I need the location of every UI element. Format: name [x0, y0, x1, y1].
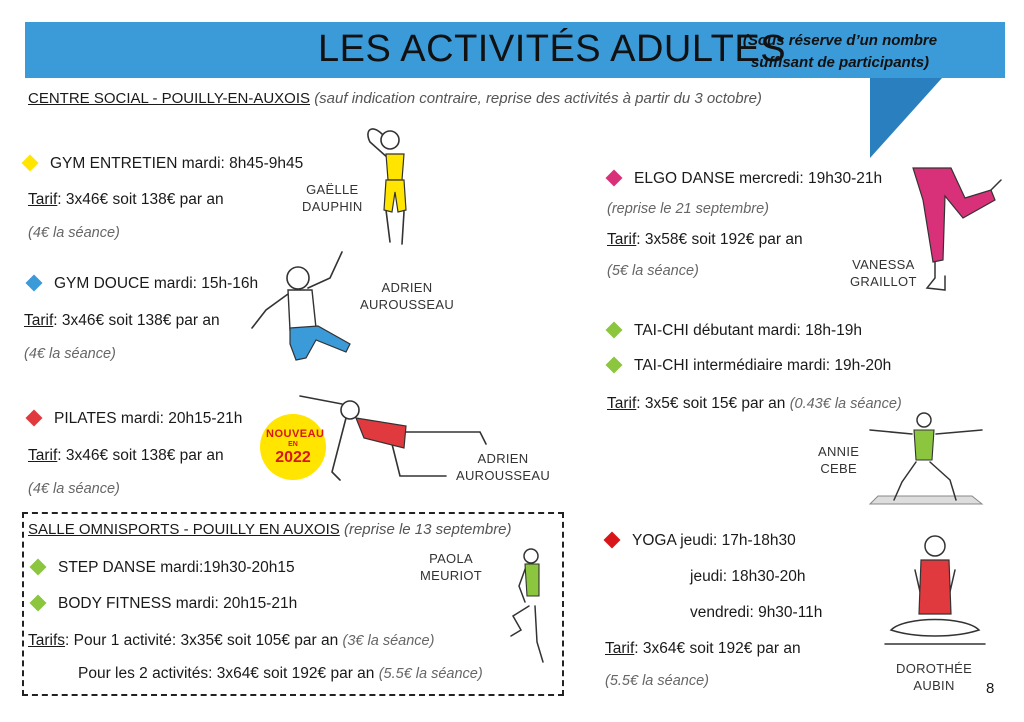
centre-social-name: CENTRE SOCIAL - POUILLY-EN-AUXOIS — [28, 90, 311, 107]
step-woman-illustration — [505, 546, 551, 666]
yoga-line3: vendredi: 9h30-11h — [690, 604, 823, 621]
instructor-line1: GAËLLE — [306, 182, 359, 197]
elgo-tarif — [607, 231, 803, 249]
taichi-intermediaire-item — [608, 357, 891, 375]
step-danse-item — [32, 559, 295, 577]
elgo-danse-text: ELGO DANSE mercredi: 19h30-21h — [634, 170, 883, 187]
green-diamond-icon — [30, 558, 47, 575]
gym-entretien-text: GYM ENTRETIEN mardi: 8h45-9h45 — [50, 155, 304, 172]
tarif-seance: (0.43€ la séance) — [789, 396, 902, 412]
instructor-gaelle-dauphin — [302, 181, 363, 215]
yoga-tarif — [605, 640, 801, 658]
red-diamond-icon — [26, 409, 43, 426]
banner-ribbon-tail — [870, 78, 942, 158]
gym-douce-item — [28, 275, 258, 293]
tarif-label: Tarif — [607, 231, 637, 248]
tarif-value: : 3x46€ soit 138€ par an — [57, 447, 224, 464]
reserve-note-line1: (Sous réserve d’un nombre — [742, 32, 938, 49]
jumping-man-illustration — [250, 248, 360, 373]
gym-douce-text: GYM DOUCE mardi: 15h-16h — [54, 275, 259, 292]
tarif-label: Tarif — [24, 312, 54, 329]
tarif-label: Tarif — [605, 640, 635, 657]
pilates-tarif — [28, 447, 224, 465]
omnisports-tarif-1 — [28, 632, 434, 650]
blue-diamond-icon — [26, 274, 43, 291]
omnisports-tarif-2 — [78, 665, 483, 683]
tarif-seance: (5.5€ la séance) — [378, 666, 483, 682]
instructor-line2: DAUPHIN — [302, 199, 363, 214]
instructor-line2: MEURIOT — [420, 568, 483, 583]
page-number: 8 — [986, 680, 995, 697]
stretching-woman-illustration — [360, 120, 430, 250]
instructor-paola-meuriot — [420, 550, 482, 584]
tarif-value: Pour les 2 activités: 3x64€ soit 192€ par an — [78, 665, 375, 682]
tarif-value: : Pour 1 activité: 3x35€ soit 105€ par an — [65, 632, 339, 649]
tarif-value: : 3x64€ soit 192€ par an — [634, 640, 801, 657]
dancer-legs-illustration — [905, 160, 1000, 295]
page-title: LES ACTIVITÉS ADULTES — [318, 28, 787, 70]
gym-douce-seance: (4€ la séance) — [24, 346, 116, 362]
pilates-item — [28, 410, 242, 428]
yellow-diamond-icon — [22, 154, 39, 171]
taichi-debutant-text: TAI-CHI débutant mardi: 18h-19h — [634, 322, 863, 339]
salle-omnisports-heading — [28, 521, 512, 538]
gym-entretien-item — [24, 155, 303, 173]
tarif-value: : 3x46€ soit 138€ par an — [57, 191, 224, 208]
gym-entretien-tarif — [28, 191, 224, 209]
badge-line3: 2022 — [275, 449, 311, 466]
yoga-text: YOGA jeudi: 17h-18h30 — [632, 532, 796, 549]
instructor-annie-cebe — [818, 443, 859, 477]
pilates-text: PILATES mardi: 20h15-21h — [54, 410, 243, 427]
instructor-line1: ADRIEN — [477, 451, 529, 466]
tarif-label: Tarif — [607, 395, 637, 412]
yoga-item — [606, 532, 796, 550]
salle-omnisports-note: (reprise le 13 septembre) — [343, 521, 512, 538]
gym-douce-tarif — [24, 312, 220, 330]
tarif-value: : 3x58€ soit 192€ par an — [636, 231, 803, 248]
taichi-intermediaire-text: TAI-CHI intermédiaire mardi: 19h-20h — [634, 357, 892, 374]
step-danse-text: STEP DANSE mardi:19h30-20h15 — [58, 559, 295, 576]
instructor-line2: AUROUSSEAU — [456, 468, 551, 483]
gym-entretien-seance: (4€ la séance) — [28, 225, 120, 241]
centre-social-heading — [28, 90, 762, 107]
green-diamond-icon — [606, 321, 623, 338]
body-fitness-item — [32, 595, 297, 613]
taichi-tarif — [607, 395, 902, 413]
instructor-line1: DOROTHÉE — [896, 661, 973, 676]
tarif-label: Tarif — [28, 447, 58, 464]
pilates-seance: (4€ la séance) — [28, 481, 120, 497]
tarif-value: : 3x46€ soit 138€ par an — [53, 312, 220, 329]
reserve-note — [725, 30, 955, 74]
instructor-line2: AUBIN — [913, 678, 955, 693]
yoga-seance: (5.5€ la séance) — [605, 673, 709, 689]
instructor-line2: GRAILLOT — [850, 274, 917, 289]
instructor-dorothee-aubin — [896, 660, 972, 694]
pilates-woman-illustration — [296, 392, 496, 490]
badge-line1: NOUVEAU — [266, 428, 325, 440]
salle-omnisports-name: SALLE OMNISPORTS - POUILLY EN AUXOIS — [28, 521, 340, 538]
yoga-woman-illustration — [885, 530, 985, 650]
pink-diamond-icon — [606, 169, 623, 186]
instructor-adrien-aurousseau-gym — [360, 279, 454, 313]
centre-social-note: (sauf indication contraire, reprise des activités à partir du 3 octobre) — [314, 90, 762, 107]
yoga-line2: jeudi: 18h30-20h — [690, 568, 806, 585]
green-diamond-icon — [606, 356, 623, 373]
elgo-danse-item — [608, 170, 882, 188]
taichi-debutant-item — [608, 322, 862, 340]
taichi-woman-illustration — [866, 410, 986, 510]
reserve-note-line2: suffisant de participants) — [750, 54, 930, 71]
elgo-reprise: (reprise le 21 septembre) — [607, 201, 769, 217]
tarifs-label: Tarifs — [28, 632, 66, 649]
tarif-seance: (3€ la séance) — [342, 633, 435, 649]
instructor-line2: AUROUSSEAU — [360, 297, 455, 312]
instructor-line1: ADRIEN — [381, 280, 433, 295]
instructor-line1: ANNIE — [818, 444, 860, 459]
instructor-line2: CEBE — [820, 461, 857, 476]
tarif-value: : 3x5€ soit 15€ par an — [636, 395, 786, 412]
tarif-label: Tarif — [28, 191, 58, 208]
elgo-seance: (5€ la séance) — [607, 263, 699, 279]
red-diamond-icon — [604, 531, 621, 548]
badge-line2: EN — [288, 441, 298, 448]
instructor-line1: PAOLA — [429, 551, 473, 566]
green-diamond-icon — [30, 594, 47, 611]
body-fitness-text: BODY FITNESS mardi: 20h15-21h — [58, 595, 298, 612]
instructor-line1: VANESSA — [852, 257, 915, 272]
